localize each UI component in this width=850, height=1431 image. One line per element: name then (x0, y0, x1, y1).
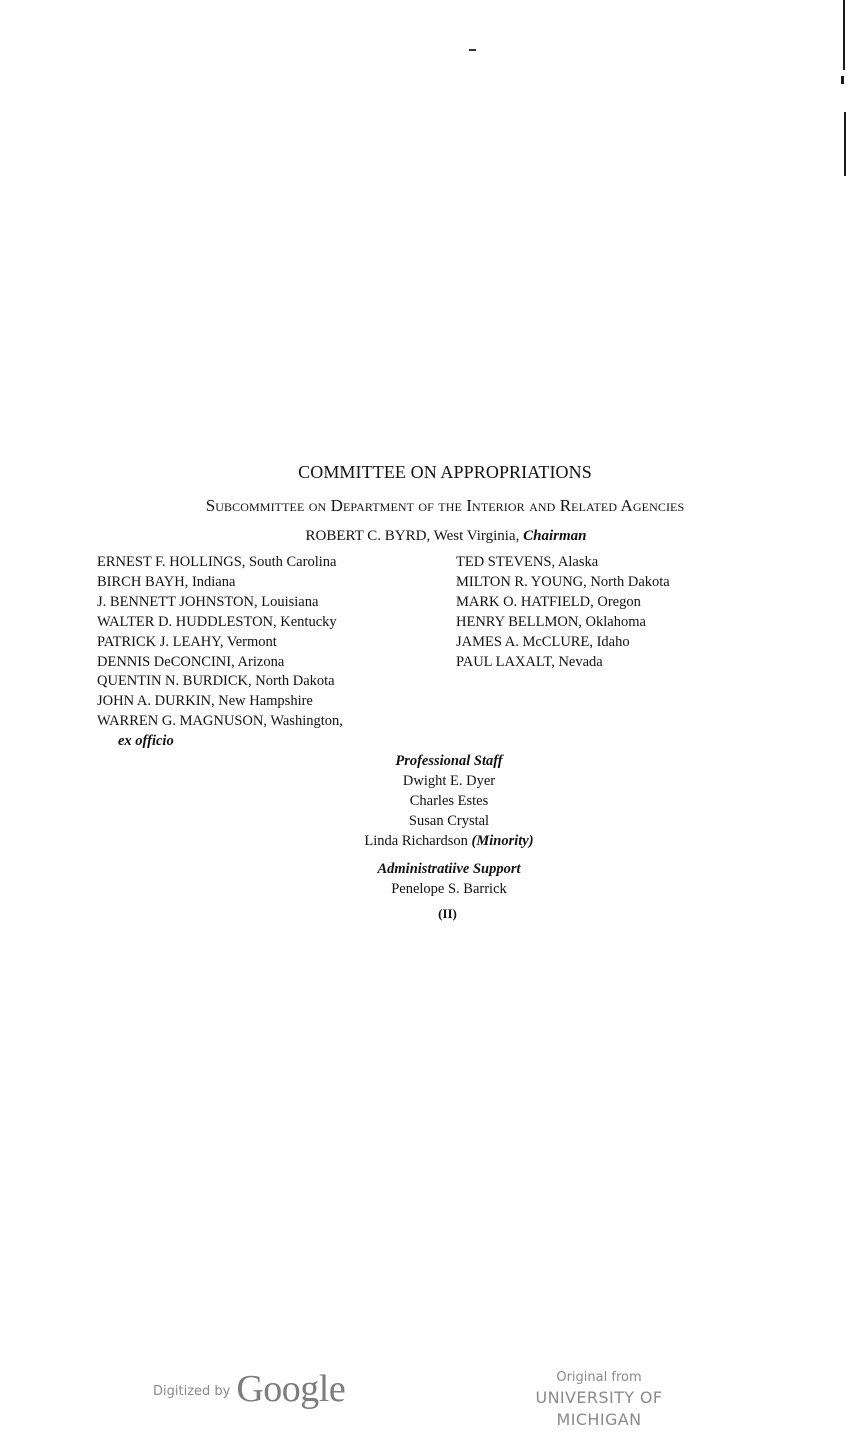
admin-name: Penelope S. Barrick (391, 881, 507, 897)
member-item: WARREN G. MAGNUSON, Washington, (97, 713, 343, 730)
scan-edge-mark-top (843, 0, 845, 70)
digitized-label: Digitized by (153, 1383, 231, 1399)
ex-officio-note (97, 732, 343, 752)
professional-staff-heading: Professional Staff (395, 753, 503, 769)
majority-members-list (97, 553, 343, 752)
member-item: ERNEST F. HOLLINGS, South Carolina (97, 554, 337, 570)
member-item: PATRICK J. LEAHY, Vermont (97, 633, 277, 650)
original-from-label: Original from (556, 1370, 642, 1385)
member-item: WALTER D. HUDDLESTON, Kentucky (97, 613, 337, 630)
member-item: QUENTIN N. BURDICK, North Dakota (97, 673, 335, 690)
member-item: BIRCH BAYH, Indiana (97, 573, 236, 590)
administrative-support-block (0, 859, 850, 899)
member-item: MARK O. HATFIELD, Oregon (456, 593, 641, 610)
member-item: HENRY BELLMON, Oklahoma (456, 613, 646, 630)
stray-dash-mark (469, 49, 476, 51)
staff-name: Charles Estes (409, 793, 489, 809)
chairman-name: ROBERT C. BYRD, West Virginia, (305, 528, 520, 544)
member-item: JOHN A. DURKIN, New Hampshire (97, 693, 313, 710)
member-item: MILTON R. YOUNG, North Dakota (456, 573, 670, 590)
committee-title: COMMITTEE ON APPROPRIATIONS (298, 462, 592, 482)
staff-name: Linda Richardson (364, 833, 468, 849)
ex-officio-text: ex officio (118, 733, 174, 750)
member-item: PAUL LAXALT, Nevada (456, 653, 603, 670)
member-item: TED STEVENS, Alaska (456, 554, 599, 570)
scan-edge-mark-tick (841, 76, 844, 84)
member-item: JAMES A. McCLURE, Idaho (456, 633, 630, 650)
member-item: DENNIS DeCONCINI, Arizona (97, 653, 285, 670)
staff-name-minority (0, 831, 850, 851)
subcommittee-title: Subcommittee on Department of the Interior and Related Agencies (205, 496, 685, 515)
page-number: (II) (438, 906, 457, 921)
chairman-role: Chairman (523, 528, 587, 544)
minority-members-list (456, 553, 670, 672)
scan-edge-mark-bottom (844, 112, 846, 176)
digitized-by-footer (153, 1368, 345, 1410)
staff-name: Susan Crystal (408, 813, 490, 829)
member-item: J. BENNETT JOHNSTON, Louisiana (97, 593, 319, 610)
chairman-line (0, 528, 850, 545)
staff-name: Dwight E. Dyer (402, 773, 496, 789)
minority-note: (Minority) (471, 833, 534, 849)
google-logo: Google (236, 1368, 346, 1410)
administrative-support-heading: Administratiive Support (377, 861, 521, 877)
professional-staff-block (0, 751, 850, 851)
institution-name: UNIVERSITY OF MICHIGAN (535, 1388, 663, 1429)
